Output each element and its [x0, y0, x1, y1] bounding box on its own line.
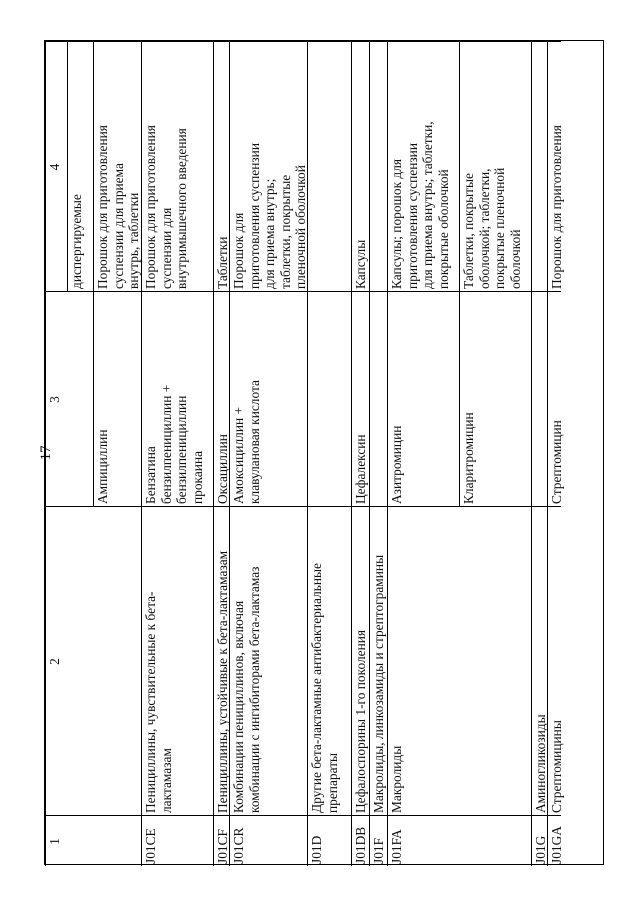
table-cell-form: [387, 41, 459, 291]
table-cell-group: [387, 506, 459, 815]
table-cell-substance-text: Кларитромицин: [461, 412, 476, 504]
table-cell-group: [307, 506, 351, 815]
table-cell-substance-text: Оксациллин: [215, 434, 230, 504]
table-cell-form-text: Порошок для приготовления суспензии для приема внутрь, таблетки: [95, 125, 141, 289]
table-cell-substance-text: Стрептомицин: [549, 420, 564, 504]
table-cell-code: [387, 815, 459, 866]
table-cell-substance: [387, 291, 459, 506]
table-cell-substance-text: Цефалексин: [353, 434, 368, 504]
column-header-c3-text: 3: [47, 396, 62, 403]
table-cell-substance: [307, 291, 351, 506]
table-cell-form: [213, 41, 229, 291]
table-cell-form: [459, 41, 531, 291]
table-cell-group: [547, 506, 564, 815]
table-cell-group-text: Пенициллины, устойчивые к бета-лактамазам: [215, 550, 230, 813]
merged-cell: [459, 506, 531, 815]
table-cell-form: [229, 41, 307, 291]
table-cell-form: [369, 41, 387, 291]
table-cell-code-text: J01DB: [353, 826, 368, 864]
table-cell-form-text: Порошок для приготовления суспензии для приема внутрь; таблетки, покрытые пленочной оболочкой: [231, 143, 308, 289]
table-cell-substance: [229, 291, 307, 506]
table-cell-form: [351, 41, 369, 291]
merged-cell: [93, 815, 141, 866]
table-cell-code: [351, 815, 369, 866]
table-cell-substance: [93, 291, 141, 506]
table-cell-group-text: Стрептомицины: [549, 720, 564, 813]
table-cell-substance: [351, 291, 369, 506]
table-cell-code: [141, 815, 213, 866]
table-cell-group: [229, 506, 307, 815]
table-cell-substance: [141, 291, 213, 506]
table-cell-substance-text: Амоксициллин + клавулановая кислота: [231, 380, 262, 504]
table-cell-group-text: Макролиды, линкозамиды и стрептограмины: [371, 554, 386, 813]
table-cell-group: [369, 506, 387, 815]
table-cell-group: [531, 506, 547, 815]
table-cell-group-text: Пенициллины, чувствительные к бета- лактамазам: [143, 591, 174, 813]
table-cell-code: [229, 815, 307, 866]
table-cell-form: [67, 41, 93, 291]
merged-cell: [67, 506, 93, 815]
table-cell-code: [547, 815, 564, 866]
table-cell-form-text: Таблетки: [215, 236, 230, 289]
column-header-c1-text: 1: [47, 838, 62, 845]
column-header-c1: [45, 815, 67, 866]
table-cell-substance: [459, 291, 531, 506]
table-cell-form-text: Порошок для приготовления суспензии для внутримышечного введения: [143, 125, 189, 289]
table-cell-form-text: Порошок для приготовления: [549, 125, 564, 289]
table-cell-group-text: Цефалоспорины 1-го поколения: [353, 629, 368, 813]
table-cell-group-text: Аминогликозиды: [533, 714, 548, 813]
table-cell-code-text: J01GA: [549, 826, 564, 864]
table-cell-substance: [213, 291, 229, 506]
page-number: 17: [37, 445, 54, 461]
table-cell-form: [531, 41, 547, 291]
table-cell-form-text: диспергируемые: [69, 194, 84, 289]
table-cell-code-text: J01CR: [231, 827, 246, 864]
table-cell-code-text: J01FA: [389, 829, 404, 864]
table-cell-code-text: J01CF: [215, 829, 230, 864]
table-cell-code: [213, 815, 229, 866]
table-cell-substance-text: Бензатина бензилпенициллин + бензилпенициллин прокаина: [143, 384, 205, 504]
table-cell-form-text: Таблетки, покрытые оболочкой; таблетки, покрытые пленочной оболочкой: [461, 167, 523, 289]
table-cell-group: [351, 506, 369, 815]
table-cell-form: [141, 41, 213, 291]
table-cell-code-text: J01CE: [143, 828, 158, 864]
table-cell-substance: [547, 291, 564, 506]
table-cell-group-text: Комбинации пенициллинов, включая комбинации с ингибиторами бета-лактамаз: [231, 566, 262, 813]
table-cell-form: [307, 41, 351, 291]
table-cell-form: [93, 41, 141, 291]
table-cell-code-text: J01D: [309, 835, 324, 864]
table-cell-form-text: Капсулы; порошок для приготовления суспензии для приема внутрь; таблетки, покрытые оболочкой: [389, 121, 451, 289]
column-header-c4-text: 4: [47, 163, 62, 171]
table-cell-code: [307, 815, 351, 866]
table-cell-group: [141, 506, 213, 815]
table-cell-code: [531, 815, 547, 866]
table-cell-group: [213, 506, 229, 815]
table-cell-code-text: J01F: [371, 837, 386, 864]
column-header-c2: [45, 506, 67, 815]
table-cell-form: [547, 41, 564, 291]
table-cell-group-text: Другие бета-лактамные антибактериальные препараты: [309, 563, 340, 813]
merged-cell: [93, 506, 141, 815]
table-cell-substance: [369, 291, 387, 506]
merged-cell: [67, 291, 93, 506]
table-cell-substance: [531, 291, 547, 506]
merged-cell: [67, 815, 93, 866]
column-header-c3: [45, 291, 67, 506]
table-cell-code: [369, 815, 387, 866]
table-cell-substance-text: Азитромицин: [389, 425, 404, 504]
merged-cell: [459, 815, 531, 866]
table-cell-substance-text: Ампициллин: [95, 429, 110, 504]
column-header-c4: [45, 41, 67, 291]
column-header-c2-text: 2: [47, 658, 62, 665]
table-cell-code-text: J01G: [533, 835, 548, 864]
table-cell-form-text: Капсулы: [353, 239, 368, 289]
drug-table: [44, 40, 604, 865]
table-cell-group-text: Макролиды: [389, 745, 404, 813]
